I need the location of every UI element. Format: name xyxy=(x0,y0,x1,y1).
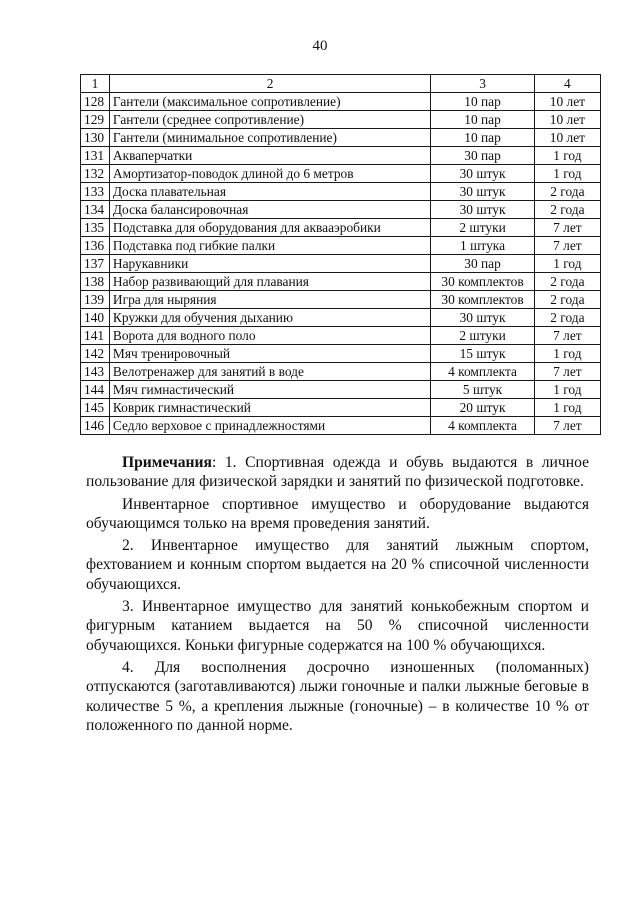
row-number: 140 xyxy=(81,309,110,327)
table-row xyxy=(81,291,601,309)
item-quantity: 30 пар xyxy=(431,255,535,273)
row-number: 136 xyxy=(81,237,110,255)
item-service-term: 2 года xyxy=(534,273,600,291)
table-row xyxy=(81,381,601,399)
note-paragraph-3: 2. Инвентарное имущество для занятий лыжным спортом, фехтованием и конным спортом выдается на 20 % списочной численности обучающихся. xyxy=(86,537,589,593)
table-row xyxy=(81,93,601,111)
table-row xyxy=(81,417,601,435)
table-row xyxy=(81,165,601,183)
item-name: Набор развивающий для плавания xyxy=(109,273,430,291)
table-row xyxy=(81,183,601,201)
row-number: 145 xyxy=(81,399,110,417)
item-service-term: 10 лет xyxy=(534,129,600,147)
header-col-3: 3 xyxy=(431,75,535,93)
note-paragraph-2: Инвентарное спортивное имущество и оборудование выдаются обучающимся только на время проведения занятий. xyxy=(86,495,589,532)
item-name: Доска балансировочная xyxy=(109,201,430,219)
header-col-1: 1 xyxy=(81,75,110,93)
table-body xyxy=(81,93,601,435)
item-name: Коврик гимнастический xyxy=(109,399,430,417)
item-service-term: 1 год xyxy=(534,255,600,273)
item-quantity: 2 штуки xyxy=(431,219,535,237)
row-number: 141 xyxy=(81,327,110,345)
table-row xyxy=(81,327,601,345)
table-header-row xyxy=(81,75,601,93)
item-name: Седло верховое с принадлежностями xyxy=(109,417,430,435)
item-quantity: 30 пар xyxy=(431,147,535,165)
item-quantity: 2 штуки xyxy=(431,327,535,345)
row-number: 144 xyxy=(81,381,110,399)
item-quantity: 15 штук xyxy=(431,345,535,363)
header-col-2: 2 xyxy=(109,75,430,93)
note-paragraph-5: 4. Для восполнения досрочно изношенных (поломанных) отпускаются (заготавливаются) лыжи гоночные и палки лыжные беговые в количестве 5 %, а крепления лыжные (гоночные) – в количестве 10 % от положенного по данной норме. xyxy=(86,658,589,734)
item-service-term: 10 лет xyxy=(534,111,600,129)
row-number: 139 xyxy=(81,291,110,309)
item-service-term: 7 лет xyxy=(534,237,600,255)
item-service-term: 1 год xyxy=(534,147,600,165)
item-service-term: 2 года xyxy=(534,201,600,219)
item-quantity: 4 комплекта xyxy=(431,417,535,435)
item-service-term: 1 год xyxy=(534,399,600,417)
row-number: 131 xyxy=(81,147,110,165)
row-number: 132 xyxy=(81,165,110,183)
notes-label: Примечания xyxy=(122,454,212,471)
item-quantity: 30 комплектов xyxy=(431,273,535,291)
table-row xyxy=(81,273,601,291)
item-service-term: 7 лет xyxy=(534,417,600,435)
item-service-term: 2 года xyxy=(534,183,600,201)
item-name: Доска плавательная xyxy=(109,183,430,201)
item-service-term: 2 года xyxy=(534,309,600,327)
item-name: Велотренажер для занятий в воде xyxy=(109,363,430,381)
item-quantity: 20 штук xyxy=(431,399,535,417)
row-number: 138 xyxy=(81,273,110,291)
table-row xyxy=(81,147,601,165)
row-number: 137 xyxy=(81,255,110,273)
item-name: Игра для ныряния xyxy=(109,291,430,309)
item-service-term: 7 лет xyxy=(534,219,600,237)
table-row xyxy=(81,255,601,273)
item-quantity: 30 штук xyxy=(431,201,535,219)
row-number: 134 xyxy=(81,201,110,219)
item-name: Подставка под гибкие палки xyxy=(109,237,430,255)
item-quantity: 1 штука xyxy=(431,237,535,255)
item-name: Мяч тренировочный xyxy=(109,345,430,363)
item-name: Мяч гимнастический xyxy=(109,381,430,399)
item-name: Гантели (среднее сопротивление) xyxy=(109,111,430,129)
row-number: 130 xyxy=(81,129,110,147)
equipment-norms-table xyxy=(80,74,601,435)
item-name: Акваперчатки xyxy=(109,147,430,165)
table-row xyxy=(81,111,601,129)
item-service-term: 1 год xyxy=(534,381,600,399)
table-row xyxy=(81,309,601,327)
page-number: 40 xyxy=(312,38,328,54)
table-row xyxy=(81,345,601,363)
item-quantity: 10 пар xyxy=(431,129,535,147)
item-service-term: 2 года xyxy=(534,291,600,309)
row-number: 135 xyxy=(81,219,110,237)
table-row xyxy=(81,237,601,255)
item-name: Подставка для оборудования для аквааэробики xyxy=(109,219,430,237)
note-paragraph-1 xyxy=(86,453,589,492)
header-col-4: 4 xyxy=(534,75,600,93)
item-name: Амортизатор-поводок длиной до 6 метров xyxy=(109,165,430,183)
row-number: 129 xyxy=(81,111,110,129)
table-row xyxy=(81,219,601,237)
table-row xyxy=(81,129,601,147)
item-quantity: 30 штук xyxy=(431,165,535,183)
item-quantity: 10 пар xyxy=(431,93,535,111)
table-row xyxy=(81,201,601,219)
notes-section xyxy=(86,453,589,738)
item-service-term: 1 год xyxy=(534,165,600,183)
item-quantity: 30 штук xyxy=(431,183,535,201)
note-paragraph-4: 3. Инвентарное имущество для занятий конькобежным спортом и фигурным катанием выдается на 50 % списочной численности обучающихся. Коньки фигурные содержатся на 100 % обучающихся. xyxy=(86,598,589,654)
row-number: 143 xyxy=(81,363,110,381)
item-service-term: 1 год xyxy=(534,345,600,363)
item-service-term: 7 лет xyxy=(534,327,600,345)
item-quantity: 30 штук xyxy=(431,309,535,327)
row-number: 142 xyxy=(81,345,110,363)
item-name: Ворота для водного поло xyxy=(109,327,430,345)
item-quantity: 5 штук xyxy=(431,381,535,399)
item-service-term: 7 лет xyxy=(534,363,600,381)
item-name: Кружки для обучения дыханию xyxy=(109,309,430,327)
row-number: 146 xyxy=(81,417,110,435)
table-row xyxy=(81,399,601,417)
item-service-term: 10 лет xyxy=(534,93,600,111)
item-quantity: 30 комплектов xyxy=(431,291,535,309)
row-number: 128 xyxy=(81,93,110,111)
item-quantity: 10 пар xyxy=(431,111,535,129)
table-row xyxy=(81,363,601,381)
row-number: 133 xyxy=(81,183,110,201)
item-name: Гантели (максимальное сопротивление) xyxy=(109,93,430,111)
item-quantity: 4 комплекта xyxy=(431,363,535,381)
item-name: Гантели (минимальное сопротивление) xyxy=(109,129,430,147)
note-1-text: : 1. Спортивная одежда и обувь выдаются в личное пользование для физической зарядки и занятий по физической подготовке. xyxy=(86,454,589,491)
item-name: Нарукавники xyxy=(109,255,430,273)
